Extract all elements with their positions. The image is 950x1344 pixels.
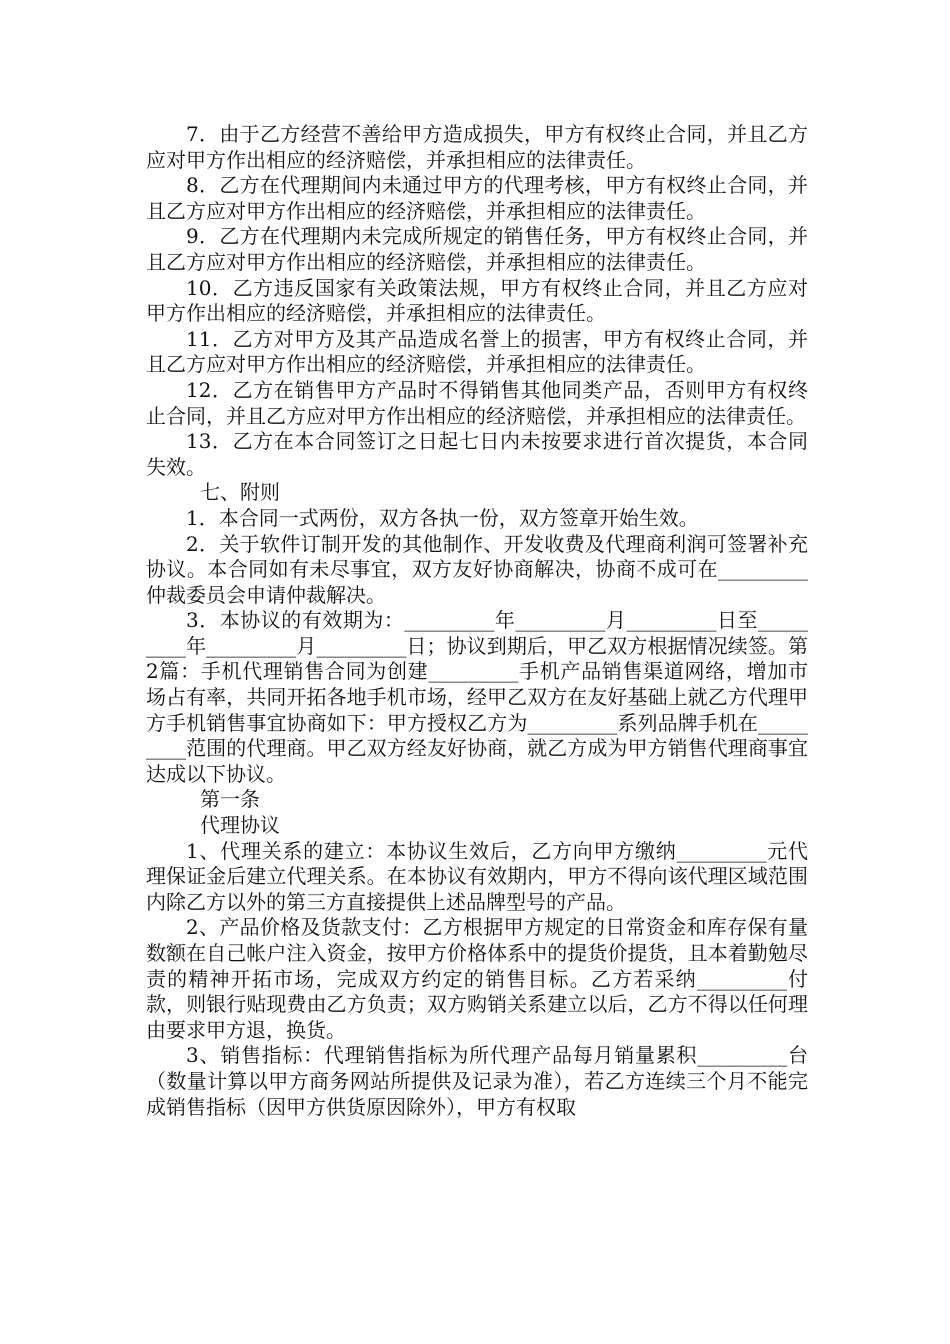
agency-clause-3: 3、销售指标：代理销售指标为所代理产品每月销量累积_________台（数量计算以甲方商务网站所提供及记录为准），若乙方连续三个月不能完成销售指标（因甲方供货原因除外），甲方有权取 (146, 1043, 808, 1119)
appendix-clause-2: 2．关于软件订制开发的其他制作、开发收费及代理商利润可签署补充协议。本合同如有未尽事宜，双方友好协商解决，协商不成可在_________仲裁委员会申请仲裁解决。 (146, 531, 808, 607)
agency-clause-1: 1、代理关系的建立：本协议生效后，乙方向甲方缴纳_________元代理保证金后建立代理关系。在本协议有效期内，甲方不得向该代理区域范围内除乙方以外的第三方直接提供上述品牌型号的产品。 (146, 838, 808, 914)
article-heading: 第一条 (200, 787, 260, 812)
agency-clause-2: 2、产品价格及货款支付：乙方根据甲方规定的日常资金和库存保有量数额在自己帐户注入资金，按甲方价格体系中的提货价提货，且本着勤勉尽责的精神开拓市场，完成双方约定的销售目标。乙方若采纳_________付款，则银行贴现费由乙方负责；双方购销关系建立以后，乙方不得以任何理由要求甲方退，换货。 (146, 915, 808, 1042)
clause-12: 12．乙方在销售甲方产品时不得销售其他同类产品，否则甲方有权终止合同，并且乙方应对甲方作出相应的经济赔偿，并承担相应的法律责任。 (146, 377, 808, 428)
appendix-clause-1: 1．本合同一式两份，双方各执一份，双方签章开始生效。 (186, 505, 699, 530)
clause-10: 10．乙方违反国家有关政策法规，甲方有权终止合同，并且乙方应对甲方作出相应的经济赔偿，并承担相应的法律责任。 (146, 275, 808, 326)
clause-8: 8．乙方在代理期间内未通过甲方的代理考核，甲方有权终止合同，并且乙方应对甲方作出相应的经济赔偿，并承担相应的法律责任。 (146, 173, 808, 223)
clause-9: 9．乙方在代理期内未完成所规定的销售任务，甲方有权终止合同，并且乙方应对甲方作出相应的经济赔偿，并承担相应的法律责任。 (146, 224, 808, 274)
clause-7: 7．由于乙方经营不善给甲方造成损失，甲方有权终止合同，并且乙方应对甲方作出相应的经济赔偿，并承担相应的法律责任。 (146, 122, 808, 172)
section-heading-appendix: 七、附则 (200, 480, 280, 505)
article-title: 代理协议 (200, 813, 280, 838)
clause-11: 11．乙方对甲方及其产品造成名誉上的损害，甲方有权终止合同，并且乙方应对甲方作出相应的经济赔偿，并承担相应的法律责任。 (146, 326, 808, 377)
appendix-clause-3: 3．本协议的有效期为：_________年_________月_________日至_________年_________月_________日；协议到期后，甲乙双方根据情况续签。第2篇：手机代理销售合同为创建_________手机产品销售渠道网络，增加市场占有率，共同开拓各地手机市场，经甲乙双方在友好基础上就乙方代理甲方手机销售事宜协商如下：甲方授权乙方为_________系列品牌手机在_________范围的代理商。甲乙双方经友好协商，就乙方成为甲方销售代理商事宜达成以下协议。 (146, 608, 808, 786)
document-page (146, 122, 808, 1120)
clause-13: 13．乙方在本合同签订之日起七日内未按要求进行首次提货，本合同失效。 (146, 429, 808, 479)
